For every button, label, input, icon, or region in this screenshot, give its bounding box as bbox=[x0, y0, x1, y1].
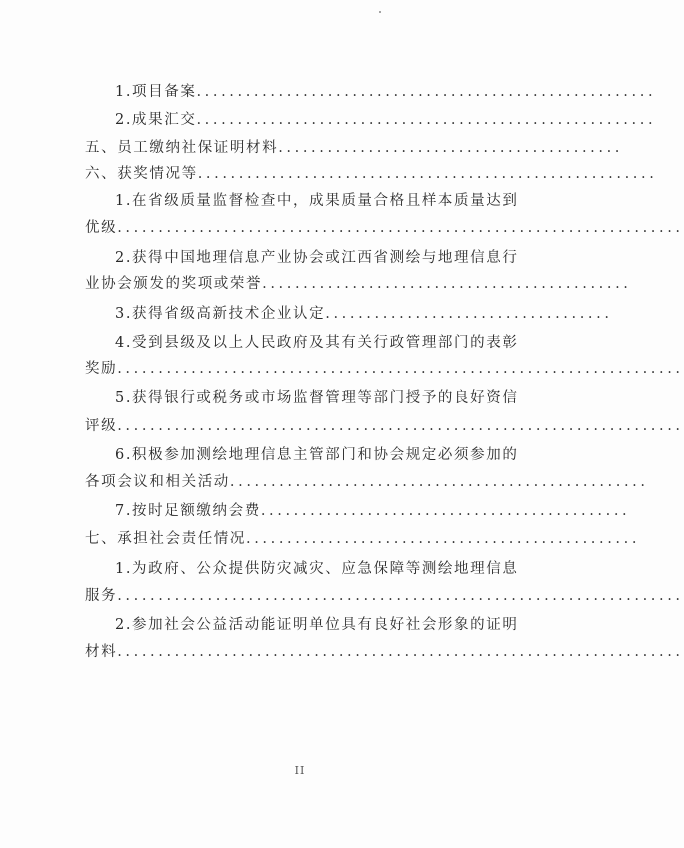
toc-section-awards bbox=[0, 162, 658, 186]
toc-entry-text: 五、员工缴纳社保证明材料 bbox=[85, 140, 279, 156]
toc-entry-text: 1.在省级质量监督检查中，成果质量合格且样本质量达到 bbox=[115, 193, 519, 209]
leader-dots: ........................................................ bbox=[196, 112, 657, 128]
toc-entry-text: 3.获得省级高新技术企业认定 bbox=[115, 306, 326, 322]
toc-section-social-insurance bbox=[0, 136, 623, 160]
toc-entry-government-commendation bbox=[0, 331, 600, 355]
leader-dots: ..................................................................... bbox=[117, 418, 684, 434]
toc-entry-text: 材料 bbox=[85, 644, 118, 660]
toc-entry-text: 各项会议和相关活动 bbox=[85, 474, 230, 490]
toc-entry-public-welfare-cont bbox=[0, 640, 684, 664]
toc-entry-text: 优级 bbox=[85, 220, 118, 236]
toc-entry-public-welfare bbox=[0, 613, 600, 637]
toc-entry-association-award bbox=[0, 246, 600, 270]
leader-dots: ................................... bbox=[325, 306, 613, 322]
leader-dots: ................................................ bbox=[246, 531, 641, 547]
toc-entry-text: 1.为政府、公众提供防灾减灾、应急保障等测绘地理信息 bbox=[115, 561, 519, 577]
toc-entry-quality-inspection bbox=[0, 189, 600, 213]
leader-dots: ..................................................................... bbox=[117, 588, 684, 604]
toc-entry-high-tech-certification bbox=[0, 302, 613, 326]
leader-dots: ............................................. bbox=[260, 503, 631, 519]
toc-entry-credit-rating-cont bbox=[0, 414, 684, 438]
toc-entry-text: 2.成果汇交 bbox=[115, 112, 197, 128]
leader-dots: ..................................................................... bbox=[117, 644, 684, 660]
toc-entry-text: 2.获得中国地理信息产业协会或江西省测绘与地理信息行 bbox=[115, 250, 519, 266]
toc-entry-quality-inspection-cont bbox=[0, 216, 684, 240]
toc-entry-text: 评级 bbox=[85, 418, 118, 434]
toc-entry-text: 2.参加社会公益活动能证明单位具有良好社会形象的证明 bbox=[115, 617, 519, 633]
toc-entry-text: 七、承担社会责任情况 bbox=[85, 531, 246, 547]
toc-entry-association-award-cont bbox=[0, 272, 632, 296]
leader-dots: ........................................................ bbox=[196, 84, 657, 100]
toc-entry-meeting-participation bbox=[0, 443, 600, 467]
toc-entry-disaster-services-cont bbox=[0, 584, 684, 608]
toc-entry-text: 业协会颁发的奖项或荣誉 bbox=[85, 276, 263, 292]
toc-entry-text: 六、获奖情况等 bbox=[85, 166, 198, 182]
toc-entry-government-commendation-cont bbox=[0, 357, 684, 381]
toc-entry-text: 1.项目备案 bbox=[115, 84, 197, 100]
toc-section-social-responsibility bbox=[0, 527, 641, 551]
toc-entry-text: 7.按时足额缴纳会费 bbox=[115, 503, 261, 519]
toc-entry-credit-rating bbox=[0, 386, 600, 410]
page-number: II bbox=[294, 764, 306, 777]
leader-dots: ........................................................ bbox=[197, 166, 658, 182]
scan-speck bbox=[379, 11, 381, 13]
leader-dots: ..................................................................... bbox=[117, 220, 684, 236]
toc-entry-results-submission bbox=[0, 108, 657, 132]
toc-entry-text: 6.积极参加测绘地理信息主管部门和协会规定必须参加的 bbox=[115, 447, 519, 463]
toc-entry-project-filing bbox=[0, 80, 657, 104]
toc-entry-text: 5.获得银行或税务或市场监督管理等部门授予的良好资信 bbox=[115, 390, 519, 406]
toc-entry-text: 4.受到县级及以上人民政府及其有关行政管理部门的表彰 bbox=[115, 335, 519, 351]
toc-entry-membership-fee bbox=[0, 499, 631, 523]
toc-entry-disaster-services bbox=[0, 557, 600, 581]
leader-dots: ............................................. bbox=[262, 276, 632, 292]
toc-entry-meeting-participation-cont bbox=[0, 470, 649, 494]
leader-dots: ..................................................................... bbox=[117, 361, 684, 377]
leader-dots: ................................................... bbox=[229, 474, 649, 490]
leader-dots: .......................................... bbox=[278, 140, 623, 156]
toc-entry-text: 奖励 bbox=[85, 361, 118, 377]
toc-entry-text: 服务 bbox=[85, 588, 118, 604]
